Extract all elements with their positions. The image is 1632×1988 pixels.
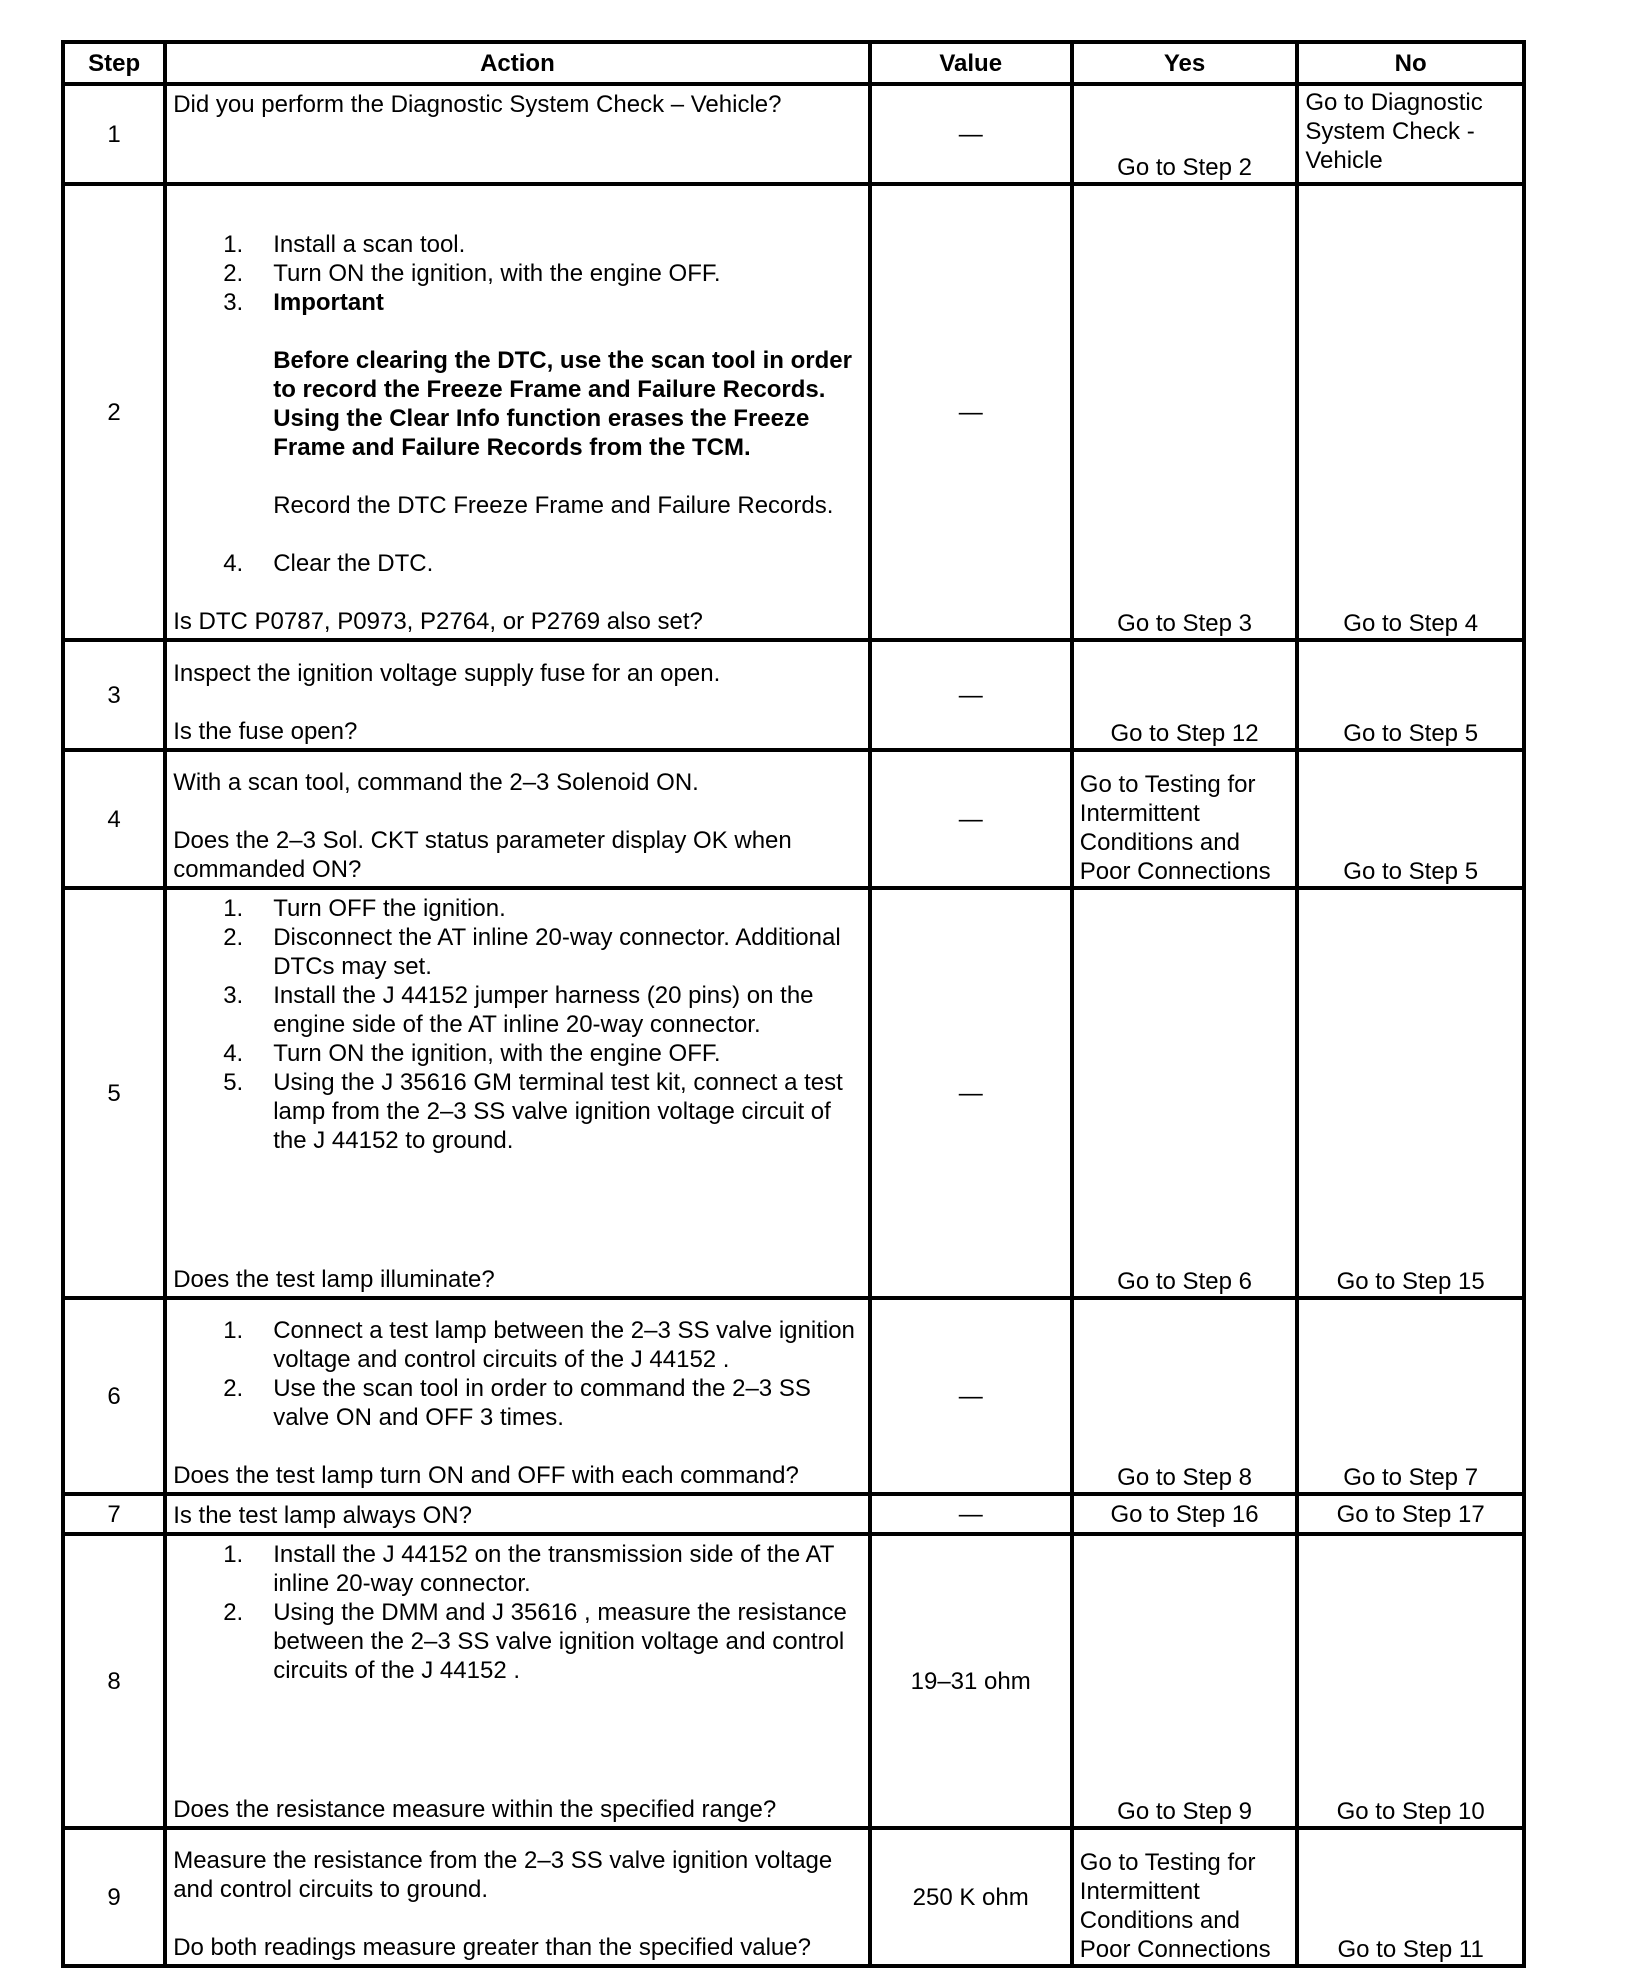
action-text: Did you perform the Diagnostic System Check – Vehicle? — [173, 91, 782, 118]
step-number: 4 — [63, 750, 165, 888]
question-text: Does the resistance measure within the specified range? — [173, 1796, 777, 1823]
no-cell: Go to Step 7 — [1297, 1298, 1524, 1494]
list-item: 1. Turn OFF the ignition. — [223, 895, 506, 922]
action-cell — [165, 1828, 869, 1966]
yes-cell: Go to Step 2 — [1072, 84, 1298, 184]
value-cell: — — [870, 888, 1072, 1298]
step-number: 8 — [63, 1534, 165, 1828]
no-cell: Go to Step 5 — [1297, 750, 1524, 888]
question-text: Is DTC P0787, P0973, P2764, or P2769 also set? — [173, 608, 703, 635]
important-note: Before clearing the DTC, use the scan tool in order to record the Freeze Frame and Failure Records. Using the Clear Info function erases the Freeze Frame and Failure Records from the TCM. — [273, 347, 852, 461]
list-item: 4. Clear the DTC. — [223, 550, 434, 577]
yes-cell: Go to Step 6 — [1072, 888, 1298, 1298]
list-item: 2. Disconnect the AT inline 20-way connector. Additional DTCs may set. — [223, 924, 841, 980]
yes-cell: Go to Step 8 — [1072, 1298, 1298, 1494]
question-text: Does the test lamp illuminate? — [173, 1266, 495, 1293]
no-cell: Go to Step 17 — [1297, 1494, 1524, 1534]
step-number: 6 — [63, 1298, 165, 1494]
diagnostic-table — [61, 40, 1526, 1968]
list-item: 5. Using the J 35616 GM terminal test kit, connect a test lamp from the 2–3 SS valve ignition voltage circuit of the J 44152 to ground. — [223, 1069, 843, 1154]
action-cell — [165, 1494, 869, 1534]
list-item: 2. Turn ON the ignition, with the engine OFF. — [223, 260, 721, 287]
table-row — [63, 184, 1524, 640]
step-list — [173, 549, 861, 578]
step-list — [173, 230, 861, 317]
list-item: 4. Turn ON the ignition, with the engine OFF. — [223, 1040, 721, 1067]
action-cell — [165, 1534, 869, 1828]
table-row — [63, 1828, 1524, 1966]
list-item: 1. Connect a test lamp between the 2–3 SS valve ignition voltage and control circuits of the J 44152 . — [223, 1317, 855, 1373]
yes-cell: Go to Testing for Intermittent Conditions and Poor Connections — [1072, 750, 1298, 888]
value-cell: — — [870, 640, 1072, 750]
list-item: 3. Install the J 44152 jumper harness (20 pins) on the engine side of the AT inline 20-way connector. — [223, 982, 814, 1038]
step-number: 9 — [63, 1828, 165, 1966]
question-text: Does the 2–3 Sol. CKT status parameter display OK when commanded ON? — [173, 827, 792, 883]
list-item: 1. Install the J 44152 on the transmission side of the AT inline 20-way connector. — [223, 1541, 834, 1597]
action-cell — [165, 84, 869, 184]
header-value: Value — [870, 42, 1072, 84]
step-number: 5 — [63, 888, 165, 1298]
list-item: 1. Install a scan tool. — [223, 231, 466, 258]
table-row — [63, 1298, 1524, 1494]
step-number: 7 — [63, 1494, 165, 1534]
step-list — [173, 1316, 861, 1432]
step-number: 2 — [63, 184, 165, 640]
table-row — [63, 84, 1524, 184]
value-cell: — — [870, 1298, 1072, 1494]
question-text: Is the fuse open? — [173, 718, 358, 745]
yes-cell: Go to Step 9 — [1072, 1534, 1298, 1828]
action-cell — [165, 640, 869, 750]
value-cell: — — [870, 1494, 1072, 1534]
header-yes: Yes — [1072, 42, 1298, 84]
step-number: 3 — [63, 640, 165, 750]
action-cell — [165, 1298, 869, 1494]
question-text: Does the test lamp turn ON and OFF with each command? — [173, 1462, 799, 1489]
action-text: Inspect the ignition voltage supply fuse for an open. — [173, 660, 721, 687]
value-cell: 250 K ohm — [870, 1828, 1072, 1966]
record-text: Record the DTC Freeze Frame and Failure Records. — [273, 492, 834, 519]
yes-cell: Go to Step 12 — [1072, 640, 1298, 750]
table-row — [63, 750, 1524, 888]
no-cell: Go to Step 5 — [1297, 640, 1524, 750]
header-row — [63, 42, 1524, 84]
list-item: 2. Use the scan tool in order to command the 2–3 SS valve ON and OFF 3 times. — [223, 1375, 811, 1431]
yes-cell: Go to Step 3 — [1072, 184, 1298, 640]
yes-cell: Go to Step 16 — [1072, 1494, 1298, 1534]
action-text: Measure the resistance from the 2–3 SS valve ignition voltage and control circuits to ground. — [173, 1847, 833, 1903]
header-step: Step — [63, 42, 165, 84]
no-cell: Go to Step 4 — [1297, 184, 1524, 640]
table-row — [63, 888, 1524, 1298]
no-cell: Go to Step 15 — [1297, 888, 1524, 1298]
list-item: 2. Using the DMM and J 35616 , measure the resistance between the 2–3 SS valve ignition voltage and control circuits of the J 44152 . — [223, 1599, 847, 1684]
table-row — [63, 1494, 1524, 1534]
table-row — [63, 640, 1524, 750]
no-cell: Go to Step 11 — [1297, 1828, 1524, 1966]
header-action: Action — [165, 42, 869, 84]
value-cell: 19–31 ohm — [870, 1534, 1072, 1828]
step-list — [173, 1540, 861, 1685]
no-cell: Go to Diagnostic System Check - Vehicle — [1297, 84, 1524, 184]
yes-cell: Go to Testing for Intermittent Conditions and Poor Connections — [1072, 1828, 1298, 1966]
question-text: Do both readings measure greater than the specified value? — [173, 1934, 811, 1961]
action-cell — [165, 750, 869, 888]
step-number: 1 — [63, 84, 165, 184]
list-item: 3. Important — [223, 289, 384, 316]
header-no: No — [1297, 42, 1524, 84]
step-list — [173, 894, 861, 1155]
no-cell: Go to Step 10 — [1297, 1534, 1524, 1828]
value-cell: — — [870, 84, 1072, 184]
value-cell: — — [870, 184, 1072, 640]
action-cell — [165, 184, 869, 640]
question-text: Is the test lamp always ON? — [173, 1501, 472, 1529]
value-cell: — — [870, 750, 1072, 888]
table-row — [63, 1534, 1524, 1828]
action-text: With a scan tool, command the 2–3 Solenoid ON. — [173, 769, 699, 796]
action-cell — [165, 888, 869, 1298]
